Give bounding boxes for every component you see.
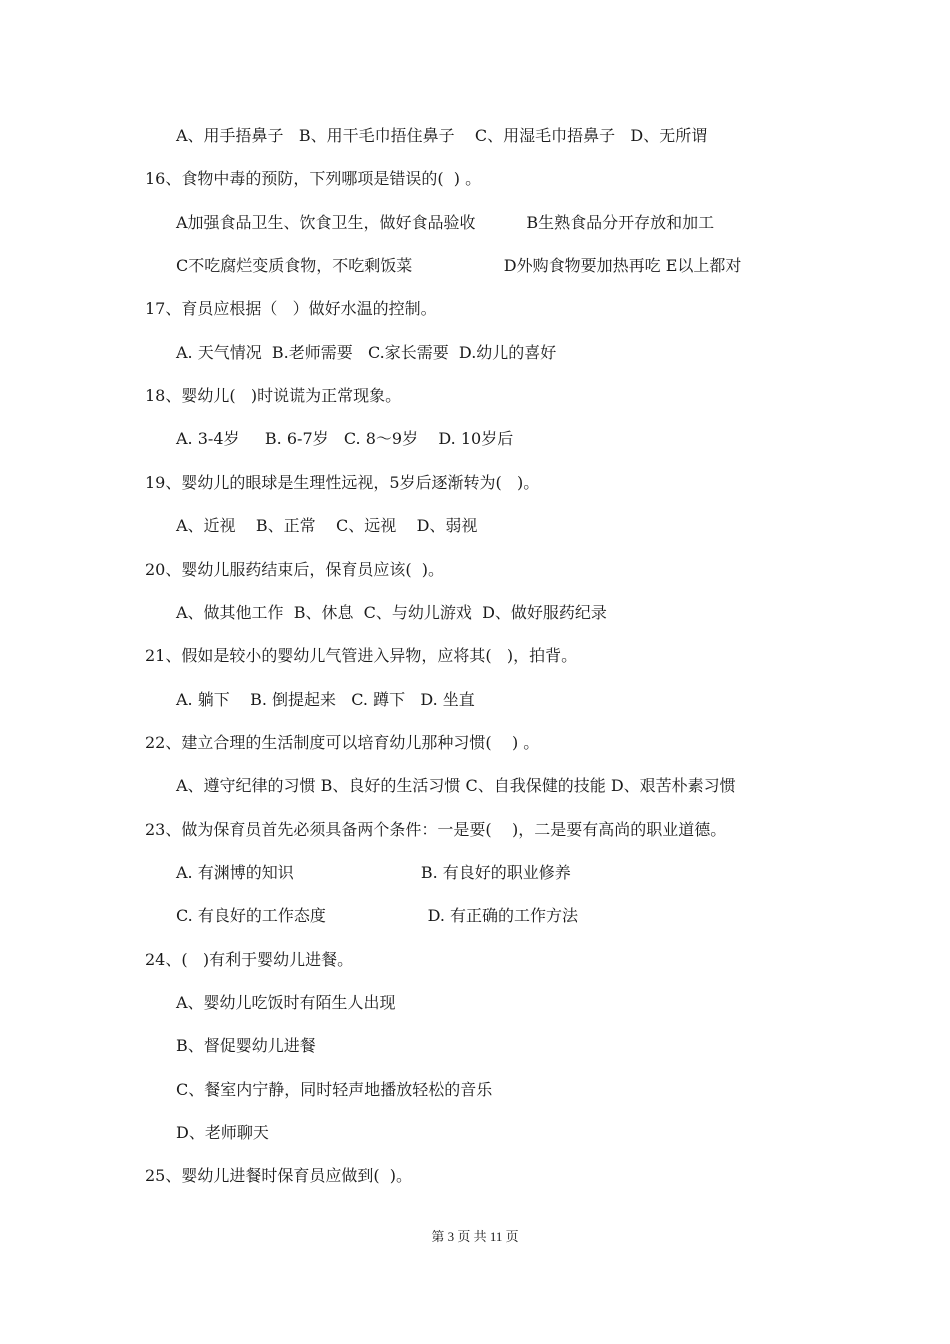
- question-21: 21、假如是较小的婴幼儿气管进入异物，应将其( )，拍背。: [145, 646, 578, 665]
- option-line: D、老师聊天: [176, 1123, 269, 1142]
- option-line: A. 有渊博的知识 B. 有良好的职业修养: [176, 863, 571, 882]
- option-line: C不吃腐烂变质食物，不吃剩饭菜 D外购食物要加热再吃 E以上都对: [176, 256, 742, 275]
- option-line: C. 有良好的工作态度 D. 有正确的工作方法: [176, 906, 578, 925]
- question-16: 16、食物中毒的预防，下列哪项是错误的( ) 。: [145, 169, 482, 188]
- question-25: 25、婴幼儿进餐时保育员应做到( )。: [145, 1166, 413, 1185]
- option-line: A、遵守纪律的习惯 B、良好的生活习惯 C、自我保健的技能 D、艰苦朴素习惯: [176, 776, 736, 795]
- question-24: 24、( )有利于婴幼儿进餐。: [145, 950, 354, 969]
- question-22: 22、建立合理的生活制度可以培育幼儿那种习惯( ) 。: [145, 733, 540, 752]
- question-17: 17、育员应根据（ ）做好水温的控制。: [145, 299, 437, 318]
- question-19: 19、婴幼儿的眼球是生理性远视，5岁后逐渐转为( )。: [145, 473, 540, 492]
- question-23: 23、做为保育员首先必须具备两个条件：一是要( )，二是要有高尚的职业道德。: [145, 820, 727, 839]
- option-line: A、做其他工作 B、休息 C、与幼儿游戏 D、做好服药纪录: [176, 603, 607, 622]
- option-line: A. 天气情况 B.老师需要 C.家长需要 D.幼儿的喜好: [176, 343, 557, 362]
- option-line: A、用手捂鼻子 B、用干毛巾捂住鼻子 C、用湿毛巾捂鼻子 D、无所谓: [176, 126, 708, 145]
- option-line: A、近视 B、正常 C、远视 D、弱视: [176, 516, 478, 535]
- option-line: A. 3-4岁 B. 6-7岁 C. 8～9岁 D. 10岁后: [176, 429, 514, 448]
- option-line: B、督促婴幼儿进餐: [176, 1036, 316, 1055]
- page-footer: 第 3 页 共 11 页: [431, 1229, 519, 1244]
- option-line: A加强食品卫生、饮食卫生，做好食品验收 B生熟食品分开存放和加工: [176, 213, 715, 232]
- option-line: C、餐室内宁静，同时轻声地播放轻松的音乐: [176, 1080, 493, 1099]
- question-18: 18、婴幼儿( )时说谎为正常现象。: [145, 386, 402, 405]
- option-line: A、婴幼儿吃饭时有陌生人出现: [176, 993, 396, 1012]
- option-line: A. 躺下 B. 倒提起来 C. 蹲下 D. 坐直: [176, 690, 475, 709]
- question-20: 20、婴幼儿服药结束后，保育员应该( )。: [145, 560, 445, 579]
